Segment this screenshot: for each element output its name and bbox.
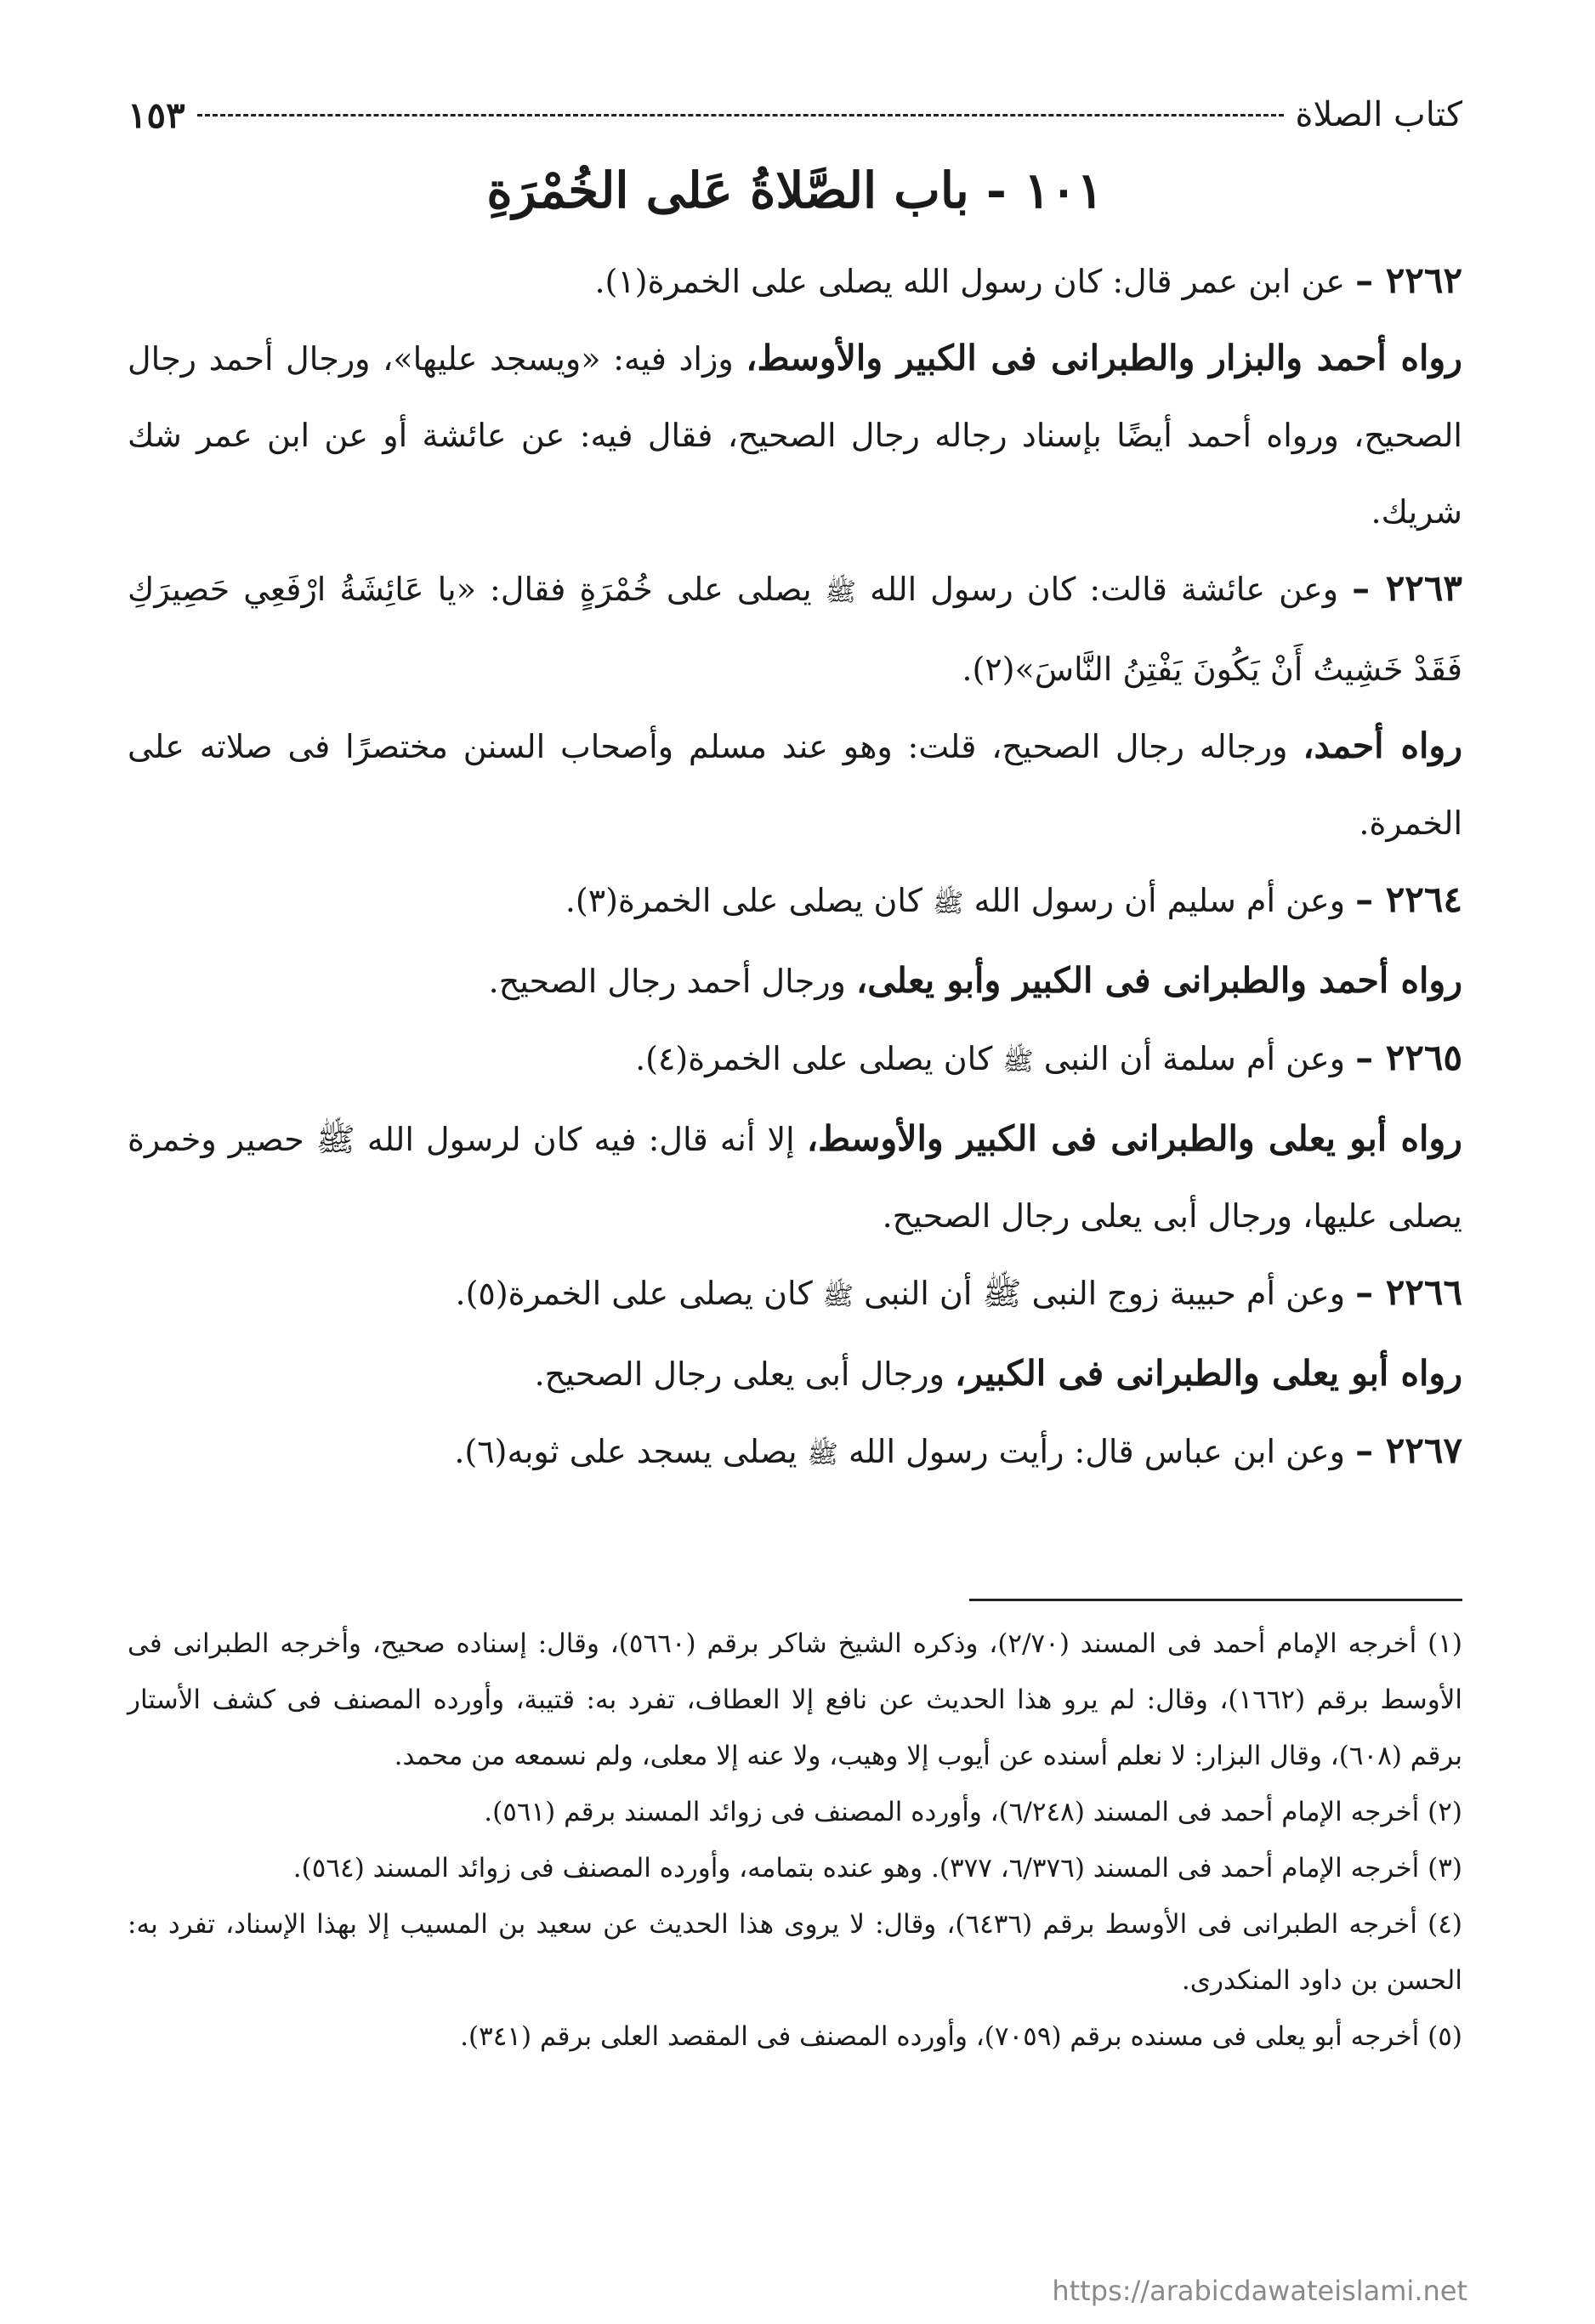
- hadith-entry: [128, 1020, 1462, 1100]
- narration-source: رواه أبو يعلى والطبرانى فى الكبير والأوسط،: [806, 1118, 1462, 1159]
- narration-comment: وزاد فيه: «ويسجد عليها»، ورجال أحمد رجال الصحيح، ورواه أحمد أيضًا بإسناد رجاله رجال الصحيح، فقال فيه: عن عائشة أو عن ابن عمر شك شريك.: [128, 340, 1462, 531]
- hadith-text-continued: كان يصلى على الخمرة(٥).: [455, 1275, 813, 1312]
- main-text: [128, 242, 1462, 1493]
- footnote-item: (٣) أخرجه الإمام أحمد فى المسند (٦/٣٧٦، ٣٧٧). وهو عنده بتمامه، وأورده المصنف فى زوائد المسند (٥٦٤).: [292, 1853, 1462, 1884]
- hadith-text-continued: يصلى على خُمْرَةٍ فقال: «يا عَائِشَةُ ارْفَعِي حَصِيرَكِ فَقَدْ خَشِيتُ أَنْ يَكُونَ يَفْتِنُ النَّاسَ»(٢).: [128, 571, 1462, 688]
- narration-note: [128, 1100, 1462, 1254]
- site-watermark: https://arabicdawateislami.net: [1052, 2275, 1467, 2307]
- narration-comment: ورجال أبى يعلى رجال الصحيح.: [534, 1355, 945, 1393]
- hadith-number: ٢٢٦٢ –: [1355, 259, 1462, 301]
- narration-source: رواه أحمد والطبرانى فى الكبير وأبو يعلى،: [856, 960, 1462, 1001]
- hadith-text-continued: كان يصلى على الخمرة(٣).: [565, 882, 923, 919]
- running-header: [128, 85, 1462, 145]
- footnote-item: (٤) أخرجه الطبرانى فى الأوسط برقم (٦٤٣٦)، وقال: لا يروى هذا الحديث عن سعيد بن المسيب إلا بهذا الإسناد، تفرد به: الحسن بن داود المنكدرى.: [128, 1909, 1462, 1996]
- hadith-number: ٢٢٦٧ –: [1355, 1429, 1462, 1471]
- hadith-entry: [128, 1254, 1462, 1335]
- honorific-glyph: ﷺ: [1002, 1047, 1034, 1077]
- hadith-text: وعن أم حبيبة زوج النبى ﷺ أن النبى: [864, 1275, 1346, 1312]
- honorific-glyph: ﷺ: [807, 1440, 838, 1469]
- narration-comment: ورجاله رجال الصحيح، قلت: وهو عند مسلم وأصحاب السنن مختصرًا فى صلاته على الخمرة.: [128, 728, 1462, 842]
- header-dashed-rule: [197, 114, 1284, 116]
- honorific-glyph: ﷺ: [822, 1281, 854, 1311]
- narration-note: [128, 320, 1462, 550]
- footnote-item: (٢) أخرجه الإمام أحمد فى المسند (٦/٢٤٨)، وأورده المصنف فى زوائد المسند برقم (٥٦١).: [484, 1797, 1462, 1827]
- hadith-text-continued: كان يصلى على الخمرة(٤).: [635, 1040, 993, 1077]
- book-title: كتاب الصلاة: [1295, 95, 1462, 134]
- hadith-entry: [128, 861, 1462, 942]
- narration-note: [128, 1335, 1462, 1412]
- narration-source: رواه أحمد والبزار والطبرانى فى الكبير والأوسط،: [746, 338, 1462, 378]
- narration-source: رواه أحمد،: [1303, 725, 1463, 766]
- hadith-number: ٢٢٦٦ –: [1355, 1271, 1462, 1313]
- hadith-text: وعن ابن عباس قال: رأيت رسول الله: [848, 1433, 1346, 1470]
- hadith-text: وعن عائشة قالت: كان رسول الله: [870, 571, 1339, 608]
- footnote-item: (١) أخرجه الإمام أحمد فى المسند (٢/٧٠)، وذكره الشيخ شاكر برقم (٥٦٦٠)، وقال: إسناده صحيح، وأخرجه الطبرانى فى الأوسط برقم (١٦٦٢)، وقال: لم يرو هذا الحديث عن نافع إلا العطاف، تفرد به: قتيبة، وأورده المصنف فى كشف الأستار برقم (٦٠٨)، وقال البزار: لا نعلم أسنده عن أيوب إلا وهيب، ولا عنه إلا معلى، ولم نسمعه من محمد.: [128, 1628, 1463, 1771]
- narration-comment: إلا أنه قال: فيه كان لرسول الله ﷺ حصير وخمرة يصلى عليها، ورجال أبى يعلى رجال الصحيح.: [128, 1121, 1462, 1235]
- narration-note: [128, 707, 1462, 861]
- footnote-item: (٥) أخرجه أبو يعلى فى مسنده برقم (٧٠٥٩)، وأورده المصنف فى المقصد العلى برقم (٣٤١).: [460, 2021, 1462, 2052]
- hadith-number: ٢٢٦٣ –: [1352, 567, 1462, 609]
- footnotes: [128, 1616, 1462, 2065]
- hadith-text: عن ابن عمر قال: كان رسول الله يصلى على الخمرة(١).: [594, 263, 1346, 300]
- narration-note: [128, 942, 1462, 1020]
- hadith-text-continued: يصلى يسجد على ثوبه(٦).: [454, 1433, 798, 1470]
- hadith-entry: [128, 1412, 1462, 1493]
- honorific-glyph: ﷺ: [825, 577, 857, 607]
- narration-comment: ورجال أحمد رجال الصحيح.: [488, 963, 846, 1000]
- footnote-divider: [969, 1599, 1462, 1601]
- hadith-number: ٢٢٦٤ –: [1355, 878, 1462, 920]
- honorific-glyph: ﷺ: [933, 889, 964, 918]
- hadith-text: وعن أم سلمة أن النبى: [1043, 1040, 1346, 1077]
- hadith-text: وعن أم سليم أن رسول الله: [973, 882, 1346, 919]
- chapter-title: ١٠١ - باب الصَّلاةُ عَلى الخُمْرَةِ: [486, 162, 1104, 219]
- hadith-entry: [128, 550, 1462, 707]
- hadith-entry: [128, 242, 1462, 320]
- book-page: [128, 60, 1462, 2287]
- hadith-number: ٢٢٦٥ –: [1355, 1037, 1462, 1078]
- narration-source: رواه أبو يعلى والطبرانى فى الكبير،: [955, 1353, 1462, 1394]
- page-number: ١٥٣: [128, 94, 185, 136]
